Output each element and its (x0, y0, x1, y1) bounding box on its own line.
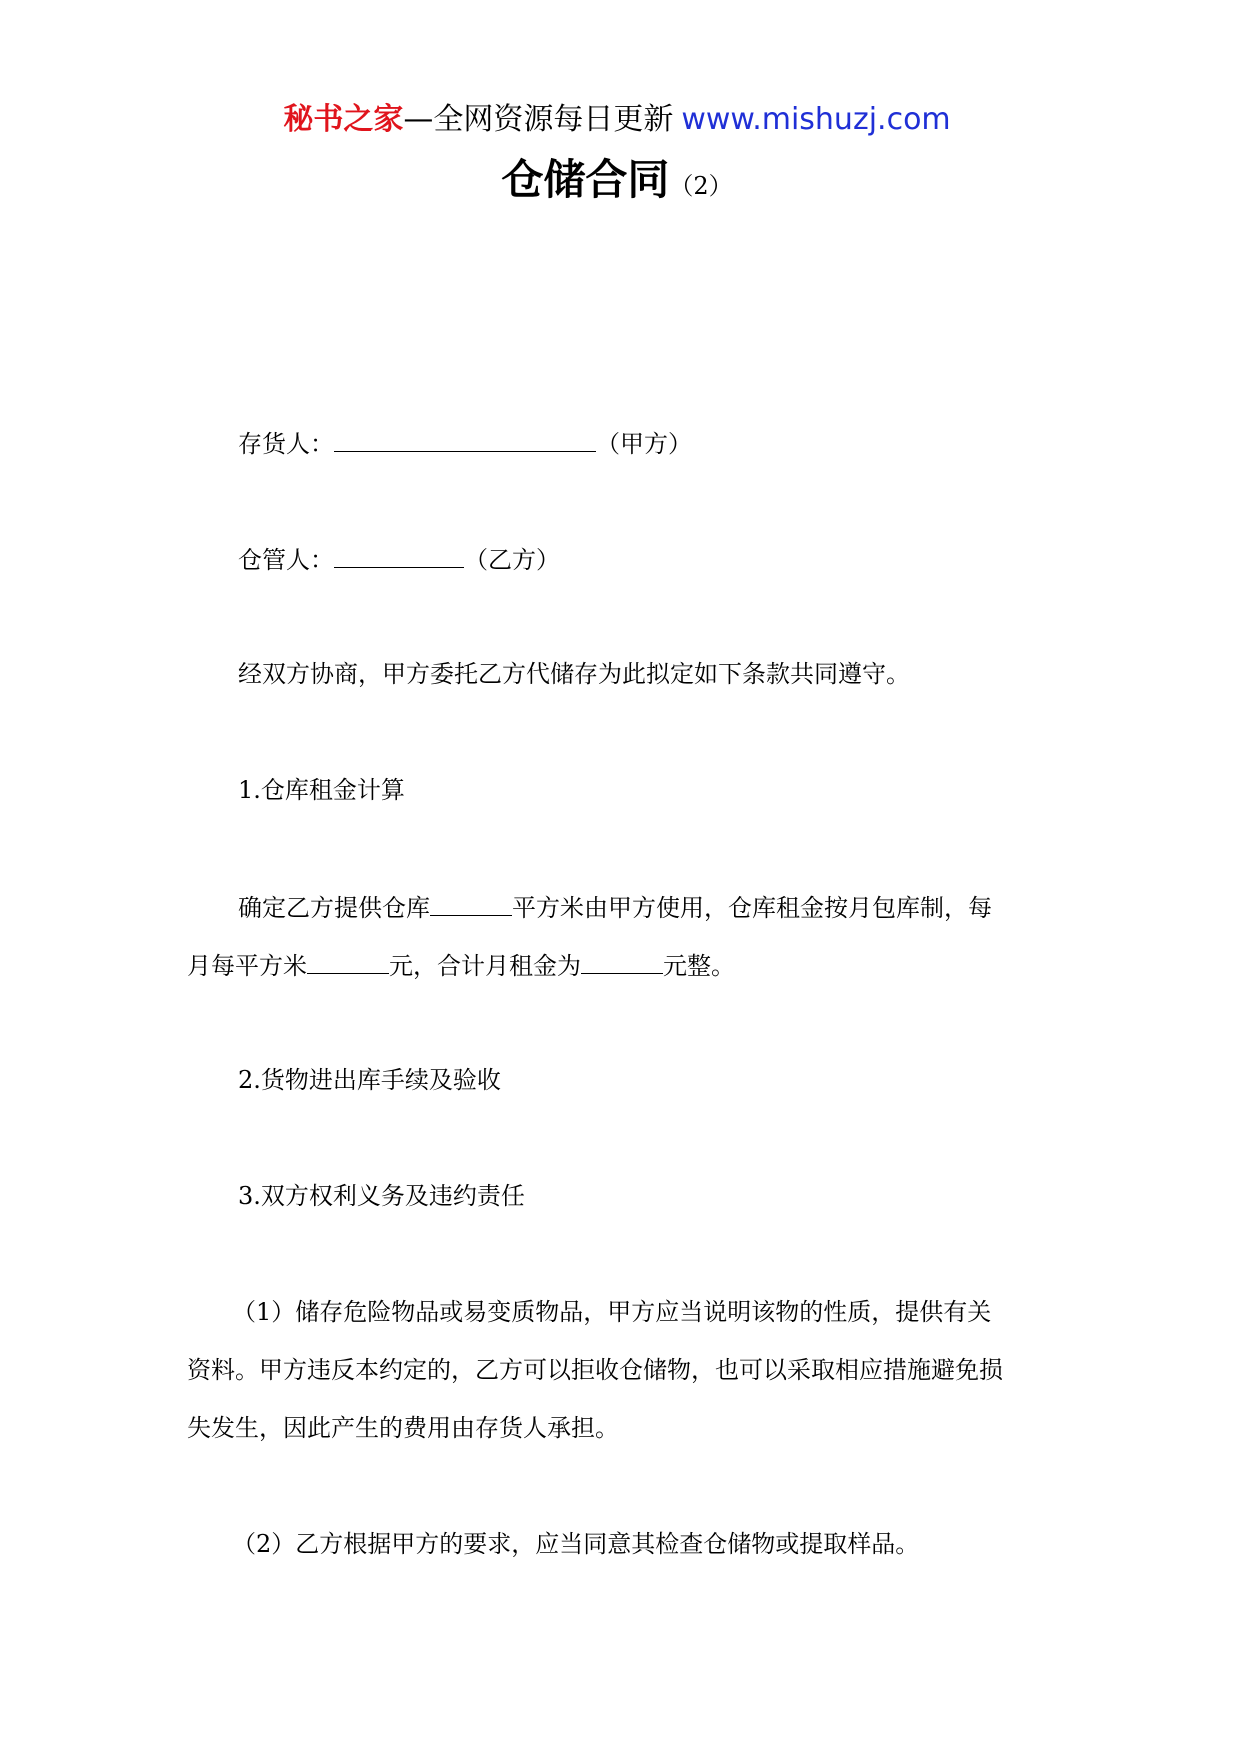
section1-text-d: 元，合计月租金为 (389, 952, 581, 980)
monthly-rent-blank (581, 947, 663, 974)
section2-heading: 2.货物进出库手续及验收 (238, 1066, 501, 1094)
section3-item1-line1: （1）储存危险物品或易变质物品，甲方应当说明该物的性质，提供有关 (232, 1298, 992, 1326)
intro-paragraph: 经双方协商，甲方委托乙方代储存为此拟定如下条款共同遵守。 (238, 660, 910, 688)
section3-heading: 3.双方权利义务及违约责任 (238, 1182, 525, 1210)
section1-text-e: 元整。 (663, 952, 735, 980)
section1-line2 (187, 947, 735, 983)
title-number: （2） (669, 172, 733, 200)
section1-text-b: 平方米由甲方使用，仓库租金按月包库制，每 (512, 894, 992, 922)
keeper-label: 仓管人： (238, 546, 334, 574)
depositor-line (238, 425, 692, 461)
keeper-blank (334, 541, 464, 568)
keeper-line (238, 541, 560, 577)
document-title (0, 150, 1234, 216)
area-blank (430, 889, 512, 916)
keeper-suffix: （乙方） (464, 546, 560, 574)
brand-name: 秘书之家 (283, 102, 404, 137)
section3-item1-line2: 资料。甲方违反本约定的，乙方可以拒收仓储物，也可以采取相应措施避免损 (187, 1356, 1003, 1384)
unit-price-blank (307, 947, 389, 974)
site-url-link[interactable]: www.mishuzj.com (681, 102, 951, 137)
header-tagline: —全网资源每日更新 (403, 102, 674, 137)
depositor-label: 存货人： (238, 430, 334, 458)
title-main: 仓储合同 (501, 155, 670, 204)
depositor-blank (334, 425, 596, 452)
section1-heading: 1.仓库租金计算 (238, 776, 405, 804)
depositor-suffix: （甲方） (596, 430, 692, 458)
section1-line1 (238, 889, 992, 925)
section3-item2: （2）乙方根据甲方的要求，应当同意其检查仓储物或提取样品。 (232, 1530, 920, 1558)
section1-text-a: 确定乙方提供仓库 (238, 894, 430, 922)
site-header (0, 100, 1234, 140)
section1-text-c: 月每平方米 (187, 952, 307, 980)
section3-item1-line3: 失发生，因此产生的费用由存货人承担。 (187, 1414, 619, 1442)
